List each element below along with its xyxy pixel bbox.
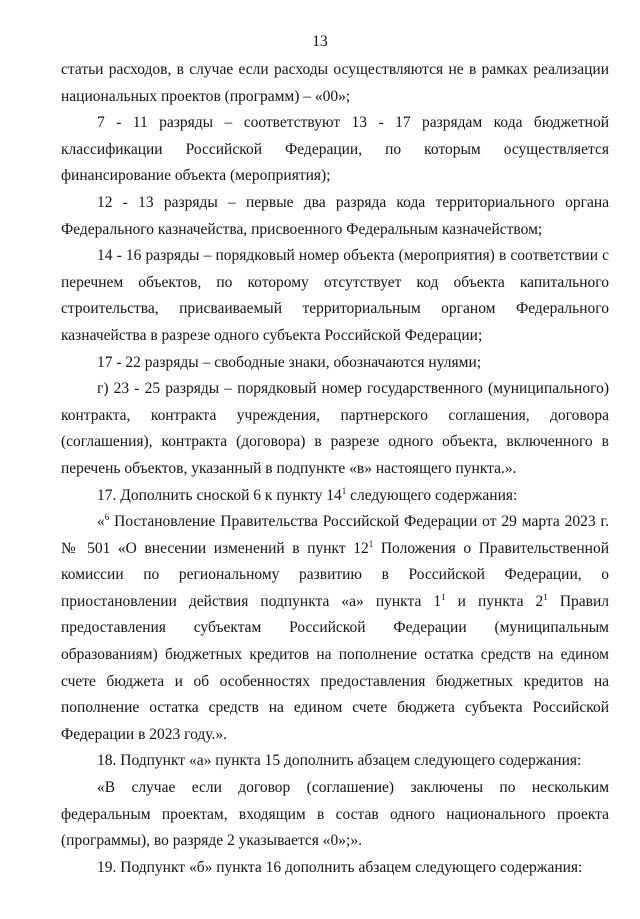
item-17-superscript: 1 xyxy=(341,485,347,496)
document-body xyxy=(61,57,609,881)
item-17-text-start: 17. Дополнить сноской 6 к пункту 14 xyxy=(97,486,342,504)
footnote-text-part-1: Постановление Правительства Российской Федерации от 29 марта 2023 г. № 501 «О внесении изменений в пункт 12 xyxy=(61,513,609,557)
paragraph-digits-14-16: 14 - 16 разряды – порядковый номер объекта (мероприятия) в соответствии с перечнем объектов, по которому отсутствует код объекта капитального строительства, присваиваемый территориальным органом Федерального казначейства в разрезе одного субъекта Российской Федерации; xyxy=(61,247,609,344)
footnote-text-part-3: и пункта 2 xyxy=(445,592,544,610)
paragraph-digits-23-25: г) 23 - 25 разряды – порядковый номер государственного (муниципального) контракта, контракта учреждения, партнерского соглашения, договора (соглашения), контракта (договора) в разрезе одного объекта, включенного в перечень объектов, указанный в подпункте «в» настоящего пункта.». xyxy=(61,380,609,477)
paragraph-expense-item: статьи расходов, в случае если расходы осуществляются не в рамках реализации национальных проектов (программ) – «00»; xyxy=(61,61,609,105)
paragraph-item-19: 19. Подпункт «б» пункта 16 дополнить абзацем следующего содержания: xyxy=(97,858,583,876)
paragraph-item-18: 18. Подпункт «а» пункта 15 дополнить абзацем следующего содержания: xyxy=(97,752,582,770)
footnote-marker: 6 xyxy=(104,511,110,522)
footnote-open-quote: « xyxy=(97,513,105,531)
footnote-text-part-4: Правил предоставления субъектам Российской Федерации (муниципальным образованиям) бюджетных кредитов на пополнение остатка средств на едином счете бюджета и об особенностях предоставления бюджетных кредитов на пополнение остатка средств на едином счете бюджета субъекта Российской Федерации в 2023 году.». xyxy=(61,592,610,743)
paragraph-footnote-6 xyxy=(61,509,609,748)
footnote-superscript-1: 1 xyxy=(368,538,374,549)
paragraph-digits-17-22: 17 - 22 разряды – свободные знаки, обозначаются нулями; xyxy=(97,353,482,371)
paragraph-digits-12-13: 12 - 13 разряды – первые два разряда кода территориального органа Федерального казначейства, присвоенного Федеральным казначейством; xyxy=(61,193,609,238)
item-17-text-end: следующего содержания: xyxy=(346,486,518,504)
footnote-text-part-2: Положения о Правительственной комиссии по региональному развитию в Российской Федерации, о приостановлении действия подпункта «а» пункта 1 xyxy=(61,539,609,610)
page-number: 13 xyxy=(312,33,328,50)
footnote-superscript-2: 1 xyxy=(441,591,446,602)
paragraph-item-17 xyxy=(61,483,609,510)
paragraph-digits-7-11: 7 - 11 разряды – соответствуют 13 - 17 разрядам кода бюджетной классификации Российской Федерации, по которым осуществляется финансирование объекта (мероприятия); xyxy=(61,114,609,185)
footnote-superscript-3: 1 xyxy=(543,591,548,602)
paragraph-item-18-insert: «В случае если договор (соглашение) заключены по нескольким федеральным проектам, входящим в состав одного национального проекта (программы), во разряде 2 указывается «0»;». xyxy=(61,779,609,850)
